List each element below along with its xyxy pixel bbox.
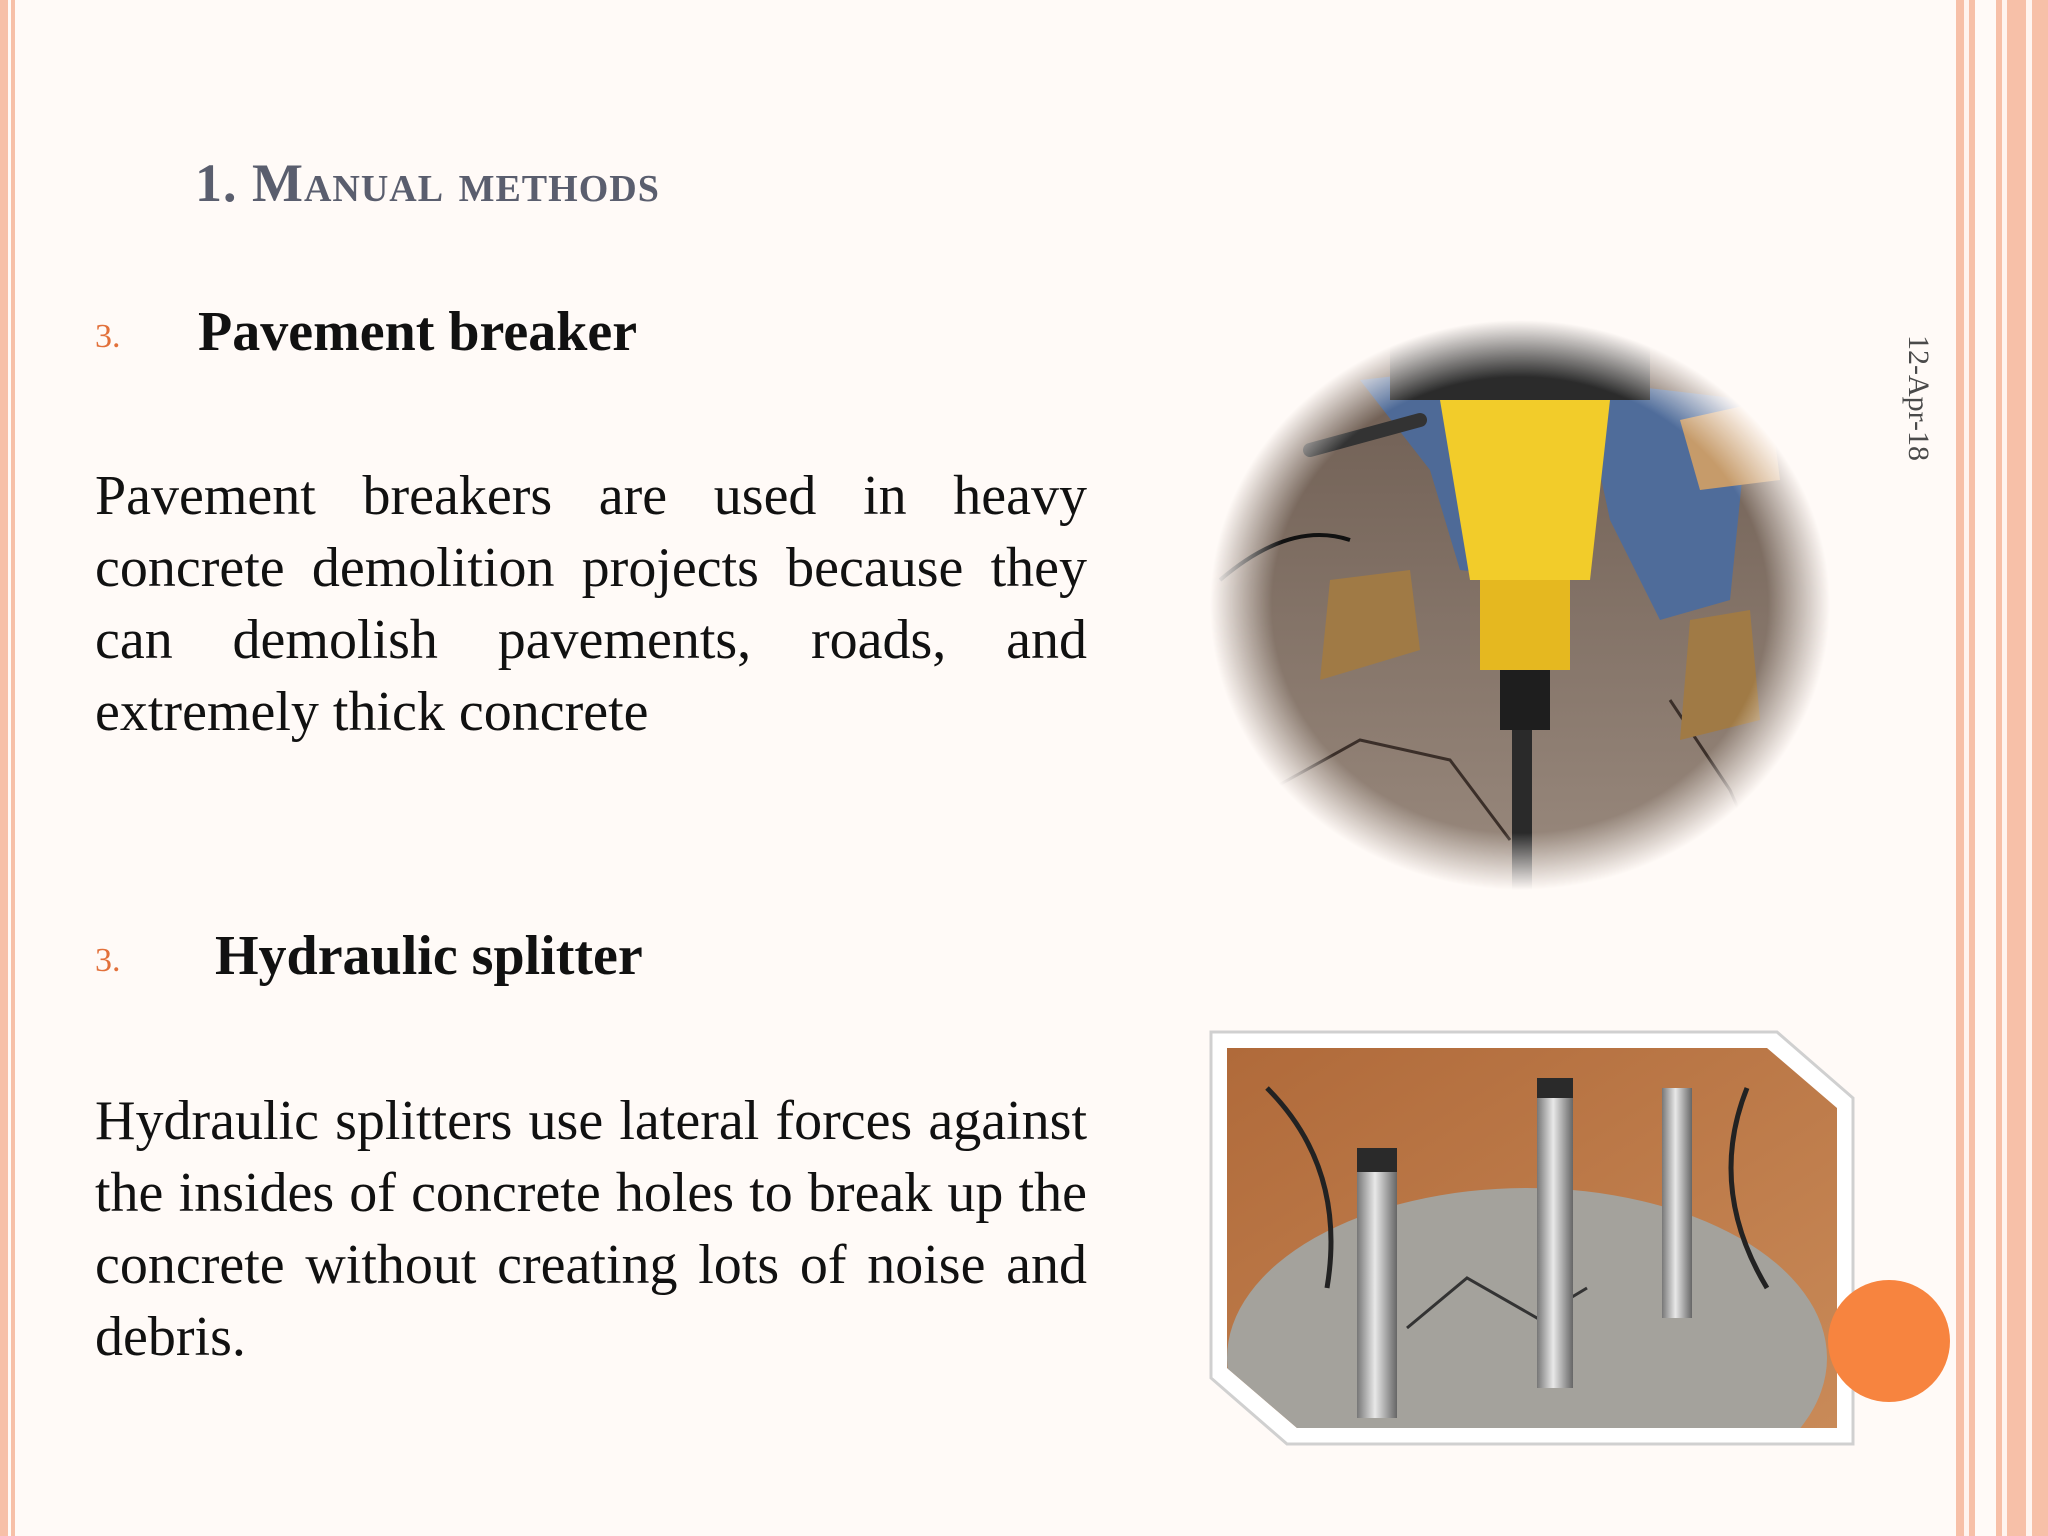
slide-title: 1. Manual methods [195, 153, 660, 213]
right-border-decoration [1956, 0, 2048, 1536]
date-label: 12-Apr-18 [1902, 335, 1935, 462]
left-border-decoration [0, 0, 24, 1536]
section-heading-hydraulic-splitter: Hydraulic splitter [215, 925, 643, 987]
section-number: 3. [95, 318, 121, 355]
section-number: 3. [95, 942, 121, 979]
hydraulic-splitter-photo [1207, 1028, 1857, 1446]
pavement-breaker-photo [1210, 320, 1830, 890]
section-body-hydraulic-splitter: Hydraulic splitters use lateral forces against the insides of concrete holes to break up the concrete without creating lots of noise and debris. [95, 1090, 1087, 1368]
orange-circle-decoration [1828, 1280, 1950, 1402]
section-body-pavement-breaker: Pavement breakers are used in heavy concrete demolition projects because they can demolish pavements, roads, and extremely thick concrete [95, 465, 1087, 743]
slide-date [1888, 335, 1948, 555]
section-heading-pavement-breaker: Pavement breaker [198, 301, 638, 363]
